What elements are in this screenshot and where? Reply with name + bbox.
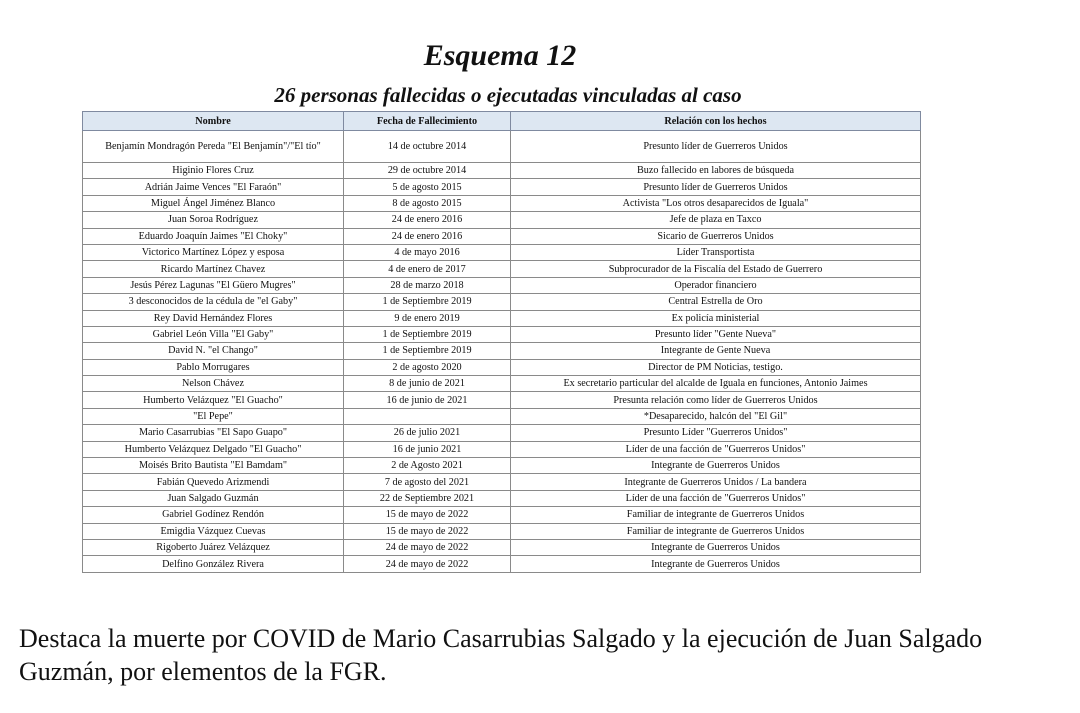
cell-nombre: Juan Soroa Rodríguez [83,212,344,228]
table-row [83,294,921,310]
cell-fecha: 1 de Septiembre 2019 [344,343,511,359]
cell-nombre: Emigdia Vázquez Cuevas [83,523,344,539]
cell-fecha: 9 de enero 2019 [344,310,511,326]
table-row [83,228,921,244]
table-row [83,277,921,293]
cell-relacion: *Desaparecido, halcón del "El Gil" [511,408,921,424]
cell-nombre: Eduardo Joaquín Jaimes "El Choky" [83,228,344,244]
cell-nombre: Victorico Martínez López y esposa [83,244,344,260]
table-row [83,408,921,424]
cell-fecha: 16 de junio de 2021 [344,392,511,408]
cell-nombre: Delfino González Rivera [83,556,344,572]
cell-fecha: 24 de enero 2016 [344,212,511,228]
cell-nombre: Ricardo Martínez Chavez [83,261,344,277]
table-body [83,131,921,573]
cell-nombre: Nelson Chávez [83,376,344,392]
cell-nombre: Higinio Flores Cruz [83,163,344,179]
column-header-nombre: Nombre [83,112,344,131]
cell-nombre: David N. "el Chango" [83,343,344,359]
cell-relacion: Presunto Líder "Guerreros Unidos" [511,425,921,441]
cell-relacion: Integrante de Guerreros Unidos [511,458,921,474]
cell-fecha: 16 de junio 2021 [344,441,511,457]
cell-relacion: Presunto líder de Guerreros Unidos [511,179,921,195]
cell-relacion: Subprocurador de la Fiscalía del Estado de Guerrero [511,261,921,277]
table-row [83,523,921,539]
cell-nombre: Mario Casarrubias "El Sapo Guapo" [83,425,344,441]
table-row [83,326,921,342]
cell-relacion: Presunto líder de Guerreros Unidos [511,131,921,163]
cell-relacion: Familiar de integrante de Guerreros Unidos [511,507,921,523]
table-row [83,490,921,506]
cell-nombre: Jesús Pérez Lagunas "El Güero Mugres" [83,277,344,293]
cell-fecha: 24 de mayo de 2022 [344,539,511,555]
cell-fecha: 2 de agosto 2020 [344,359,511,375]
cell-relacion: Líder de una facción de "Guerreros Unidos" [511,441,921,457]
table-row [83,556,921,572]
table-row [83,392,921,408]
cell-relacion: Operador financiero [511,277,921,293]
cell-fecha: 7 de agosto del 2021 [344,474,511,490]
cell-relacion: Central Estrella de Oro [511,294,921,310]
cell-relacion: Sicario de Guerreros Unidos [511,228,921,244]
table-row [83,359,921,375]
table-row [83,244,921,260]
cell-nombre: "El Pepe" [83,408,344,424]
cell-fecha: 4 de mayo 2016 [344,244,511,260]
cell-relacion: Líder Transportista [511,244,921,260]
cell-relacion: Buzo fallecido en labores de búsqueda [511,163,921,179]
table-row [83,441,921,457]
document-title: Esquema 12 [423,39,577,72]
footer-note: Destaca la muerte por COVID de Mario Casarrubias Salgado y la ejecución de Juan Salgado Guzmán, por elementos de la FGR. [19,624,983,686]
cell-nombre: Benjamín Mondragón Pereda "El Benjamín"/"El tío" [83,131,344,163]
cell-fecha: 28 de marzo 2018 [344,277,511,293]
table-row [83,310,921,326]
cell-nombre: Juan Salgado Guzmán [83,490,344,506]
table-row [83,425,921,441]
table-row [83,539,921,555]
table-row [83,179,921,195]
cell-relacion: Líder de una facción de "Guerreros Unidos" [511,490,921,506]
cell-fecha: 4 de enero de 2017 [344,261,511,277]
table-row [83,212,921,228]
cell-relacion: Integrante de Guerreros Unidos / La bandera [511,474,921,490]
table-row [83,261,921,277]
table-row [83,474,921,490]
table-row [83,458,921,474]
cell-nombre: Pablo Morrugares [83,359,344,375]
column-header-relacion: Relación con los hechos [511,112,921,131]
table-row [83,163,921,179]
cell-nombre: 3 desconocidos de la cédula de "el Gaby" [83,294,344,310]
cell-nombre: Gabriel Godínez Rendón [83,507,344,523]
cell-fecha: 15 de mayo de 2022 [344,507,511,523]
cell-relacion: Integrante de Gente Nueva [511,343,921,359]
cell-nombre: Gabriel León Villa "El Gaby" [83,326,344,342]
deaths-table [82,111,921,573]
cell-relacion: Activista "Los otros desaparecidos de Iguala" [511,195,921,211]
cell-nombre: Rey David Hernández Flores [83,310,344,326]
cell-fecha: 22 de Septiembre 2021 [344,490,511,506]
cell-nombre: Rigoberto Juárez Velázquez [83,539,344,555]
cell-nombre: Miguel Ángel Jiménez Blanco [83,195,344,211]
table-row [83,343,921,359]
cell-nombre: Adrián Jaime Vences "El Faraón" [83,179,344,195]
cell-relacion: Director de PM Noticias, testigo. [511,359,921,375]
cell-fecha: 1 de Septiembre 2019 [344,294,511,310]
cell-fecha: 24 de enero 2016 [344,228,511,244]
table-row [83,131,921,163]
cell-nombre: Humberto Velázquez Delgado "El Guacho" [83,441,344,457]
table-row [83,507,921,523]
cell-nombre: Moisés Brito Bautista "El Bamdam" [83,458,344,474]
cell-nombre: Humberto Velázquez "El Guacho" [83,392,344,408]
cell-fecha [344,408,511,424]
document-subtitle: 26 personas fallecidas o ejecutadas vinculadas al caso [274,83,742,107]
cell-relacion: Familiar de integrante de Guerreros Unidos [511,523,921,539]
cell-fecha: 24 de mayo de 2022 [344,556,511,572]
table-row [83,195,921,211]
cell-fecha: 5 de agosto 2015 [344,179,511,195]
cell-fecha: 26 de julio 2021 [344,425,511,441]
cell-relacion: Presunta relación como líder de Guerreros Unidos [511,392,921,408]
cell-relacion: Integrante de Guerreros Unidos [511,539,921,555]
cell-fecha: 15 de mayo de 2022 [344,523,511,539]
cell-fecha: 14 de octubre 2014 [344,131,511,163]
table-row [83,376,921,392]
cell-relacion: Jefe de plaza en Taxco [511,212,921,228]
cell-relacion: Ex secretario particular del alcalde de Iguala en funciones, Antonio Jaimes [511,376,921,392]
cell-fecha: 29 de octubre 2014 [344,163,511,179]
cell-fecha: 8 de agosto 2015 [344,195,511,211]
cell-fecha: 8 de junio de 2021 [344,376,511,392]
column-header-fecha: Fecha de Fallecimiento [344,112,511,131]
cell-relacion: Integrante de Guerreros Unidos [511,556,921,572]
table-header-row [83,112,921,131]
cell-relacion: Ex policía ministerial [511,310,921,326]
cell-fecha: 2 de Agosto 2021 [344,458,511,474]
cell-relacion: Presunto líder "Gente Nueva" [511,326,921,342]
cell-fecha: 1 de Septiembre 2019 [344,326,511,342]
cell-nombre: Fabián Quevedo Arizmendi [83,474,344,490]
